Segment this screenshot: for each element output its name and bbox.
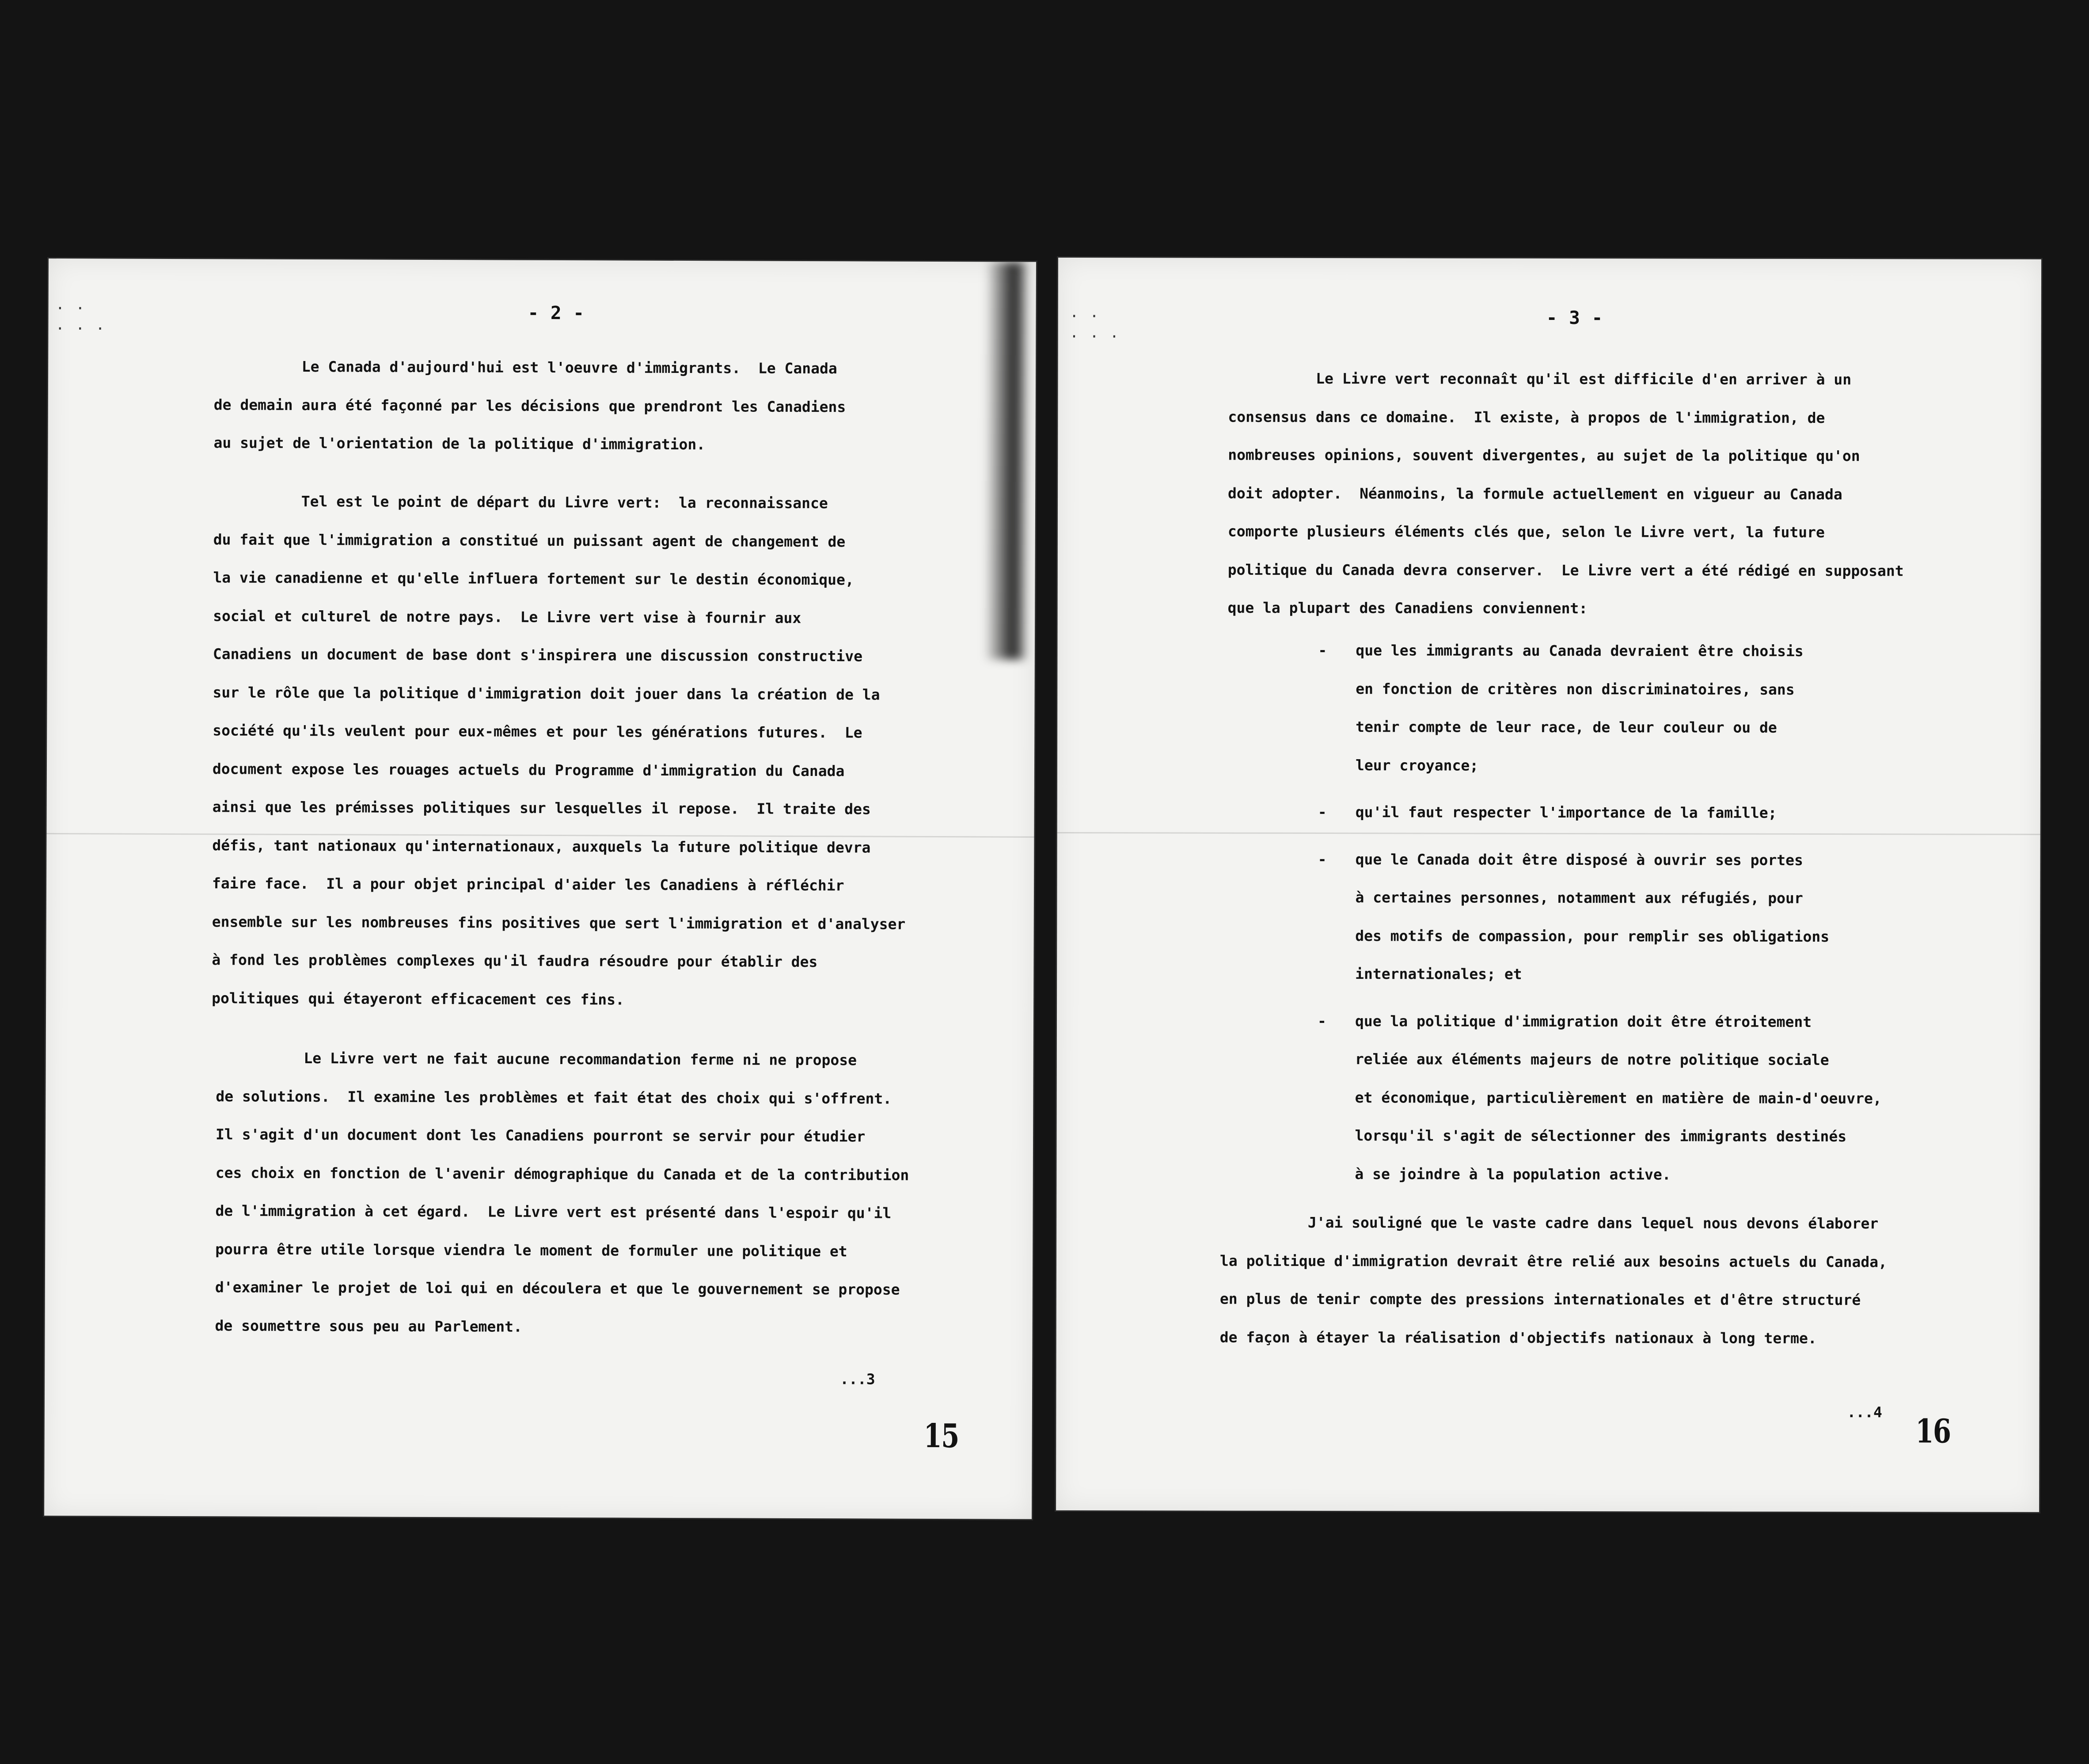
scan-specks: · · · · · (1071, 306, 1122, 347)
bullet-item (1317, 1002, 1882, 1194)
bullet-dash: - (1318, 642, 1327, 659)
bullet-item (1318, 631, 1845, 785)
paragraph-1: Le Canada d'aujourd'hui est l'oeuvre d'immigrants. Le Canada de demain aura été façonné par les décisions que prendront les Canadiens au sujet de l'orientation de la politique d'immigration. (213, 357, 846, 453)
bullet-item (1318, 840, 1845, 994)
closing-paragraph: J'ai souligné que le vaste cadre dans lequel nous devons élaborer la politique d'immigration devrait être relié aux besoins actuels du Canada, en plus de tenir compte des pressions internationales et d'être structuré de façon à étayer la réalisation d'objectifs nationaux à long terme. (1219, 1213, 1888, 1347)
document-page-2 (44, 259, 1036, 1519)
bullet-list (1317, 631, 1882, 1194)
page-number-header: - 2 - (528, 302, 585, 324)
bullet-dash: - (1317, 1012, 1326, 1030)
bullet-dash: - (1318, 803, 1327, 821)
scan-specks: · · · · · (57, 298, 108, 339)
paragraph-2: Tel est le point de départ du Livre vert: la reconnaissance du fait que l'immigration a constitué un puissant agent de changement de la vie canadienne et qu'elle influera fortement sur le destin économique, social et culturel de notre pays. Le Livre vert vise à fournir aux Canadiens un document de base dont s'inspirera une discussion constructive sur le rôle que la politique d'immigration doit jouer dans la création de la société qu'ils veulent pour eux-mêmes et pour les générations futures. Le document expose les rouages actuels du Programme d'immigration du Canada ainsi que les prémisses politiques sur lesquelles il repose. Il traite des défis, tant nationaux qu'internationaux, auxquels la future politique devra faire face. Il a pour objet principal d'aider les Canadiens à réfléchir ensemble sur les nombreuses fins positives que sert l'immigration et d'analyser à fond les problèmes complexes qu'il faudra résoudre pour établir des politiques qui étayeront efficacement ces fins. (212, 492, 906, 1008)
continuation-marker: ...4 (1847, 1403, 1882, 1421)
bullet-item (1318, 793, 1845, 833)
bullet-dash: - (1318, 850, 1327, 868)
page-number-header: - 3 - (1546, 307, 1603, 329)
bullet-text: que les immigrants au Canada devraient être choisis en fonction de critères non discriminatoires, sans tenir compte de leur race, de leur couleur ou de leur croyance; (1355, 642, 1804, 774)
scan-smudge (984, 262, 1027, 659)
document-page-3 (1056, 258, 2041, 1512)
bullet-text: qu'il faut respecter l'importance de la famille; (1355, 803, 1777, 821)
paragraph-1: Le Livre vert reconnaît qu'il est difficile d'en arriver à un consensus dans ce domaine. Il existe, à propos de l'immigration, de nombreuses opinions, souvent divergentes, au sujet de la politique qu'on doit adopter. Néanmoins, la formule actuellement en vigueur au Canada comporte plusieurs éléments clés que, selon le Livre vert, la future politique du Canada devra conserver. Le Livre vert a été rédigé en supposant que la plupart des Canadiens conviennent: (1227, 369, 1904, 617)
bullet-text: que la politique d'immigration doit être étroitement reliée aux éléments majeurs de notre politique sociale et économique, particulièrement en matière de main-d'oeuvre, lorsqu'il s'agit de sélectionner des immigrants destinés à se joindre à la population active. (1355, 1012, 1882, 1183)
page-stamp-number: 16 (1915, 1412, 1951, 1451)
paragraph-3: Le Livre vert ne fait aucune recommandation ferme ni ne propose de solutions. Il examine les problèmes et fait état des choix qui s'offrent. Il s'agit d'un document dont les Canadiens pourront se servir pour étudier ces choix en fonction de l'avenir démographique du Canada et de la contribution de l'immigration à cet égard. Le Livre vert est présenté dans l'espoir qu'il pourra être utile lorsque viendra le moment de formuler une politique et d'examiner le projet de loi qui en découlera et que le gouvernement se propose de soumettre sous peu au Parlement. (215, 1049, 909, 1335)
continuation-marker: ...3 (840, 1370, 875, 1388)
page-stamp-number: 15 (923, 1417, 959, 1456)
bullet-text: que le Canada doit être disposé à ouvrir ses portes à certaines personnes, notamment aux réfugiés, pour des motifs de compassion, pour remplir ses obligations internationales; et (1355, 850, 1830, 983)
